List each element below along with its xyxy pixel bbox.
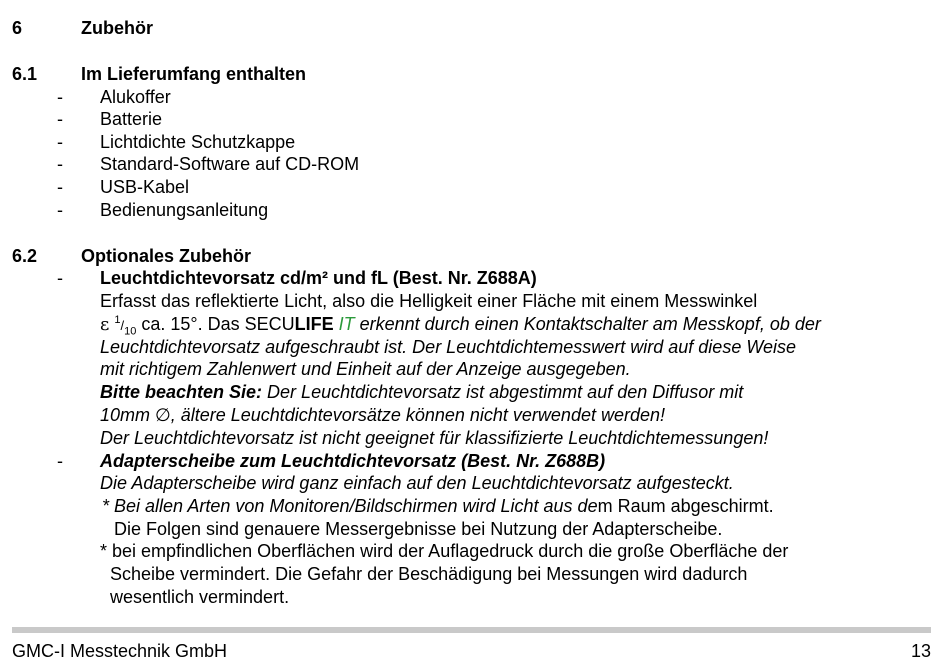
text-segment: * Bei allen Arten von Monitoren/Bildschirmen wird Licht aus de [102, 496, 598, 516]
accessory-text [100, 313, 821, 337]
list-item: Alukoffer [100, 87, 171, 107]
text-segment: erkennt durch einen Kontaktschalter am Messkopf, ob der [354, 314, 821, 334]
accessory-text: * bei empfindlichen Oberflächen wird der Auflagedruck durch die große Oberfläche der [100, 541, 789, 561]
text-segment: , ältere Leuchtdichtevorsätze können nicht verwendet werden! [170, 405, 665, 425]
accessory-text: Die Adapterscheibe wird ganz einfach auf den Leuchtdichtevorsatz aufgesteckt. [100, 473, 734, 493]
note-text: Der Leuchtdichtevorsatz ist abgestimmt auf den Diffusor mit [262, 382, 744, 402]
accessory-text [102, 495, 774, 517]
section-number: 6 [12, 18, 23, 38]
list-item: Lichtdichte Schutzkappe [100, 132, 296, 152]
fraction-slash: / [120, 318, 125, 333]
accessory-title: Adapterscheibe zum Leuchtdichtevorsatz (Best. Nr. Z688B) [100, 451, 606, 471]
brand-name-bold: LIFE [294, 314, 334, 334]
page-number: 13 [910, 641, 931, 661]
list-bullet: - [57, 87, 63, 107]
list-bullet: - [57, 451, 63, 471]
list-bullet: - [57, 109, 63, 129]
brand-name-it: IT [333, 314, 355, 334]
accessory-text: Erfasst das reflektierte Licht, also die Helligkeit einer Fläche mit einem Messwinkel [100, 291, 758, 311]
fraction-numerator: 1 [114, 314, 121, 326]
accessory-text: Scheibe vermindert. Die Gefahr der Beschädigung bei Messungen wird dadurch [110, 564, 748, 584]
list-bullet: - [57, 177, 63, 197]
list-bullet: - [57, 154, 63, 174]
accessory-text: Leuchtdichtevorsatz aufgeschraubt ist. Der Leuchtdichtemesswert wird auf diese Weise [100, 337, 797, 357]
list-item: Standard-Software auf CD-ROM [100, 154, 360, 174]
accessory-text: wesentlich vermindert. [110, 587, 290, 607]
accessory-text [100, 404, 665, 427]
accessory-title: Leuchtdichtevorsatz cd/m² und fL (Best. Nr. Z688A) [100, 268, 537, 288]
accessory-text: Der Leuchtdichtevorsatz ist nicht geeignet für klassifizierte Leuchtdichtemessungen! [100, 428, 769, 448]
diameter-symbol: ∅ [155, 405, 171, 426]
note-label: Bitte beachten Sie: [100, 382, 263, 402]
subsection-number: 6.1 [12, 64, 38, 84]
fraction-denominator: 10 [124, 325, 137, 338]
list-item: USB-Kabel [100, 177, 190, 197]
list-bullet: - [57, 200, 63, 220]
text-segment: 10mm [100, 405, 156, 425]
list-item: Bedienungsanleitung [100, 200, 269, 220]
list-bullet: - [57, 268, 63, 288]
subsection-title: Optionales Zubehör [81, 246, 252, 266]
subsection-title: Im Lieferumfang enthalten [81, 64, 307, 84]
note-line [100, 381, 743, 403]
text-segment: m Raum abgeschirmt. [597, 496, 774, 516]
subsection-number: 6.2 [12, 246, 38, 266]
list-item: Batterie [100, 109, 163, 129]
footer-rule [12, 627, 931, 633]
footer-company: GMC-I Messtechnik GmbH [12, 641, 228, 661]
epsilon-symbol: ε [100, 314, 110, 335]
list-bullet: - [57, 132, 63, 152]
accessory-text: mit richtigem Zahlenwert und Einheit auf der Anzeige ausgegeben. [100, 359, 631, 379]
section-title: Zubehör [81, 18, 153, 38]
text-segment: ca. 15°. Das SECU [136, 314, 295, 334]
accessory-text: Die Folgen sind genauere Messergebnisse bei Nutzung der Adapterscheibe. [114, 519, 723, 539]
